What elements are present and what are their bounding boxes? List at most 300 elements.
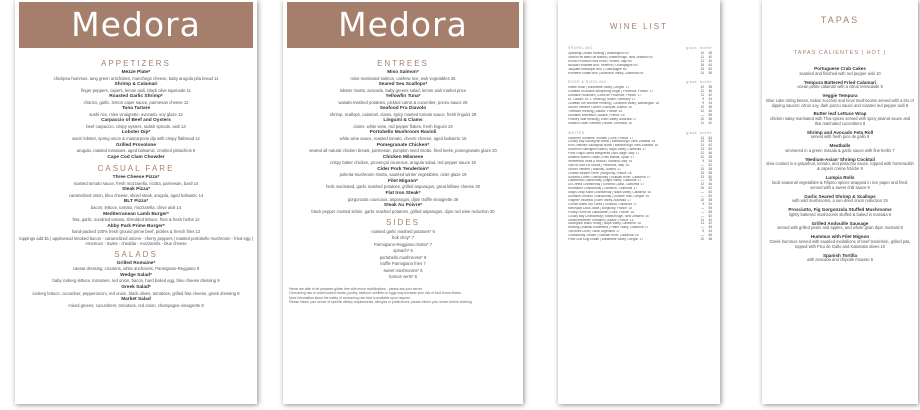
wine-bottle-price: 60 bbox=[708, 194, 712, 199]
menu-item bbox=[283, 255, 523, 260]
wine-glass-price: 11 bbox=[700, 58, 704, 63]
menu-body bbox=[283, 55, 523, 281]
wine-glass-price: 12 bbox=[700, 182, 704, 187]
menu-item-name: Filet Mignon* bbox=[387, 178, 419, 184]
menu-item-description: polenta-mushroom risotto, sautéed winter vegetables, cider glaze 19 bbox=[339, 172, 467, 178]
wine-name: Riesling Chateau Montelena | Potter Valley, California '17 bbox=[568, 226, 649, 230]
wine-glass-price: 10 bbox=[700, 85, 704, 90]
tapas-list bbox=[766, 66, 914, 266]
wine-name: Cloudy Bay Sauvignon Blanc | Marlborough, New Zealand '18 bbox=[568, 140, 656, 144]
wine-name: Pinot Grigio Santa Margherita | Alto Adige, Italy '17 bbox=[568, 152, 640, 156]
brand-banner: Medora bbox=[287, 2, 519, 48]
wine-name: Sonoma-Cutrer Chardonnay | Russian River, California '17 bbox=[568, 175, 651, 179]
wine-bottle-price: 42 bbox=[708, 93, 712, 98]
tapas-item bbox=[766, 130, 914, 141]
wine-bottle-price: 42 bbox=[708, 221, 712, 226]
tapas-item-name: Prosciutto, Fig Gorgonzola Stuffed Mushrooms bbox=[788, 207, 892, 213]
tapas-item bbox=[766, 207, 914, 218]
menu-item bbox=[283, 179, 523, 190]
menu-item-description: herb marinated, garlic mashed potatoes, grilled asparagus, great kibbee cheese 30 bbox=[326, 184, 480, 190]
menu-item-name: Roasted Garlic Shrimp* bbox=[109, 94, 163, 100]
menu-item-description: toppings add $1 | applewood smoked bacon - caramelized onions - cherry peppers | roasted portobello mushroom - fried egg | American - Swiss - cheddar - mozzarella - blue cheese bbox=[19, 235, 253, 246]
tapas-item-description: chicken satay marinated with Thai spices served with spicy peanut sauce and thai marinated cucumbers 8 bbox=[769, 116, 911, 126]
menu-item-description: hand-packed 100% fresh ground prime beef, pickles & french fries 12 bbox=[71, 229, 201, 235]
menu-item-description: roasted garlic mashed potatoes* 6 bbox=[371, 228, 435, 234]
menu-item bbox=[15, 199, 257, 210]
wine-bottle-price: 46 bbox=[708, 182, 712, 187]
wine-name: Pouilly-Fumé de Ladoucette | Loire, France '16 bbox=[568, 210, 635, 214]
wine-bottle-price: 46 bbox=[708, 108, 712, 113]
tapas-item-name: Hummus with Filet Mignon bbox=[810, 234, 870, 240]
wine-name: Cakebread Chardonnay | Napa Valley, California '17 bbox=[568, 179, 642, 183]
wine-row bbox=[568, 72, 712, 76]
glass-column-label: glass bbox=[686, 130, 698, 135]
tapas-item-name: Garlic Seared Shrimp & Scallops bbox=[804, 193, 876, 199]
menu-item-description: roasted tomato sauce, fresh mozzarella, ricotta, parmesan, basil 14 bbox=[73, 180, 199, 186]
menu-item bbox=[283, 191, 523, 202]
wine-bottle-price: 50 bbox=[708, 174, 712, 179]
wine-bottle-price: 40 bbox=[708, 58, 712, 63]
menu-item bbox=[15, 70, 257, 81]
menu-item-name: Grilled Romaine* bbox=[116, 260, 156, 266]
wine-name: Kim Crawford Sauvignon Blanc | Marlborough, New Zealand '18 bbox=[568, 144, 659, 148]
wine-bottle-price: 38 bbox=[708, 166, 712, 171]
tapas-item-description: sautéed and finished with red pepper aioli 10 bbox=[799, 70, 881, 76]
wine-glass-price: 16 bbox=[700, 62, 704, 67]
wine-column-headers bbox=[686, 80, 712, 84]
wine-name: Duckhorn Sauvignon Blanc | Napa Valley, California '17 bbox=[568, 148, 647, 152]
wine-list bbox=[568, 46, 712, 242]
tapas-item-description: with avocado and chipotle mousse 6 bbox=[807, 257, 873, 263]
wine-glass-price: 9 bbox=[702, 158, 704, 163]
wine-glass-price: — bbox=[700, 190, 704, 195]
menu-item bbox=[283, 203, 523, 214]
wine-name: Domaine Drouhin Chardonnay | Dundee Hills, Oregon '16 bbox=[568, 195, 650, 199]
menu-item-name: BLT Pizza* bbox=[123, 199, 149, 205]
wine-name: Chateau Ste Michelle Riesling | Columbia Valley, Washington '16 bbox=[568, 102, 660, 106]
bottle-column-label: bottle bbox=[700, 130, 712, 135]
tapas-item bbox=[766, 194, 914, 205]
menu-item-description: clams, white wine, red pepper flakes, fresh linguini 19 bbox=[353, 123, 453, 129]
wine-group-name: SPARKLING bbox=[568, 46, 593, 50]
tapas-item-name: Portuguese Crab Cakes bbox=[814, 66, 866, 71]
tapas-item-name: Shrimp and Avocado Feta Roll bbox=[806, 129, 874, 135]
wine-bottle-price: 42 bbox=[708, 143, 712, 148]
menu-item bbox=[15, 285, 257, 296]
wine-name: Château d'Esclans Whispering Angel | Provence, France '17 bbox=[568, 90, 653, 94]
tapas-item-description: Blue Lake string beans, Italian zucchini and local mushrooms served with a trio of dipping sauces: citrus soy, dark ponzu sauce and roasted red pepper aioli 8 bbox=[766, 97, 914, 108]
tapas-item bbox=[766, 143, 914, 154]
menu-item-description: wasabi-mashed potatoes, pickled carrot & cucumber, ponzu sauce 28 bbox=[338, 99, 468, 105]
wine-bottle-price: 34 bbox=[708, 201, 712, 206]
section-heading: APPETIZERS bbox=[101, 59, 171, 68]
menu-item-description: sweet mushrooms* 6 bbox=[383, 267, 423, 273]
wine-name: Pinot Gris King Estate | Willamette Valley, Oregon '17 bbox=[568, 238, 644, 242]
wine-group-name: WHITES bbox=[568, 130, 585, 135]
menu-item bbox=[15, 94, 257, 105]
wine-bottle-price: 34 bbox=[708, 229, 712, 234]
wine-glass-price: 9 bbox=[702, 201, 704, 206]
menu-item bbox=[283, 155, 523, 166]
tapas-page bbox=[762, 0, 918, 404]
wine-row bbox=[568, 238, 712, 242]
wine-glass-price: 15 bbox=[700, 170, 704, 175]
wine-bottle-price: 38 bbox=[708, 51, 712, 55]
wine-name: Stag's Leap Karia Chardonnay | Napa Valley, California '16 bbox=[568, 191, 651, 195]
wine-glass-price: 15 bbox=[700, 66, 704, 71]
bottle-column-label: bottle bbox=[700, 46, 712, 50]
wine-glass-price: — bbox=[700, 205, 704, 210]
menu-body bbox=[15, 55, 257, 309]
wine-name: Viognier Yalumba | Eden Valley, Australia '17 bbox=[568, 199, 631, 202]
wine-glass-price: 13 bbox=[700, 147, 704, 152]
wine-glass-price: 12 bbox=[700, 89, 704, 94]
menu-item-description: bok choy* 7 bbox=[392, 235, 414, 241]
menu-item-name: Mediterranean Lamb Burger* bbox=[103, 211, 169, 217]
wine-name: Chablis William Fèvre | Burgundy, France '16 bbox=[568, 171, 632, 175]
tapas-item bbox=[766, 221, 914, 232]
section-heading: CASUAL FARE bbox=[97, 164, 175, 174]
menu-item bbox=[283, 248, 523, 253]
wine-name: Chenin Blanc Dry Creek | Sonoma, California '17 bbox=[568, 202, 637, 206]
wine-glass-price: 14 bbox=[700, 135, 704, 140]
tapas-item-description: with wild mushrooms, a sun-dried onion reduction 15 bbox=[792, 198, 888, 204]
menu-item bbox=[15, 143, 257, 154]
wine-name: Albariño Martín Códax | Rías Baixas, Spain '17 bbox=[568, 156, 635, 160]
wine-name: Rondo Prosecco Brut Rosé | Veneto, Italy NV bbox=[568, 59, 633, 63]
wine-glass-price: 10 bbox=[700, 104, 704, 109]
menu-item bbox=[15, 175, 257, 186]
brand-banner: Medora bbox=[19, 2, 253, 48]
menu-item-name: Seared Sea Scallops* bbox=[378, 82, 428, 88]
wine-bottle-price: 78 bbox=[708, 178, 712, 183]
wine-glass-price: 13 bbox=[700, 174, 704, 179]
tapas-item-name: 'Medium-Asian' Shrimp Cocktail bbox=[805, 156, 875, 162]
menu-item-description: spinach* 6 bbox=[393, 248, 413, 254]
menu-item-description: bacon, lettuce, tomato, mozzarella, chive aioli 14 bbox=[90, 205, 182, 211]
menu-item-name: Lobster Dip* bbox=[121, 130, 151, 136]
wine-name: Rombauer Chardonnay | Carneros, California '17 bbox=[568, 187, 638, 191]
wine-glass-price: — bbox=[700, 178, 704, 183]
wine-bottle-price: 38 bbox=[708, 104, 712, 109]
glass-column-label: glass bbox=[686, 46, 698, 50]
wine-glass-price: — bbox=[700, 233, 704, 238]
tapas-item bbox=[766, 253, 914, 264]
tapas-item-name: Spanish Tortilla bbox=[822, 252, 858, 258]
tapas-item-description: slow cooked in a grapefruit, tomato, and pistachio sauce, topped with horseradish & capers crème fraîche 9 bbox=[766, 161, 914, 172]
tapas-title: TAPAS bbox=[820, 15, 860, 25]
wine-name: Gruner Veltliner Loimer | Kamptal, Austria '16 bbox=[568, 105, 632, 109]
section-heading: ENTREES bbox=[377, 59, 429, 68]
wine-bottle-price: 46 bbox=[708, 151, 712, 156]
menu-item-description: lobster risotto, avocado, baby greens salad, lemon aioli market price bbox=[339, 87, 467, 93]
wine-glass-price: — bbox=[700, 209, 704, 214]
wine-bottle-price: 68 bbox=[708, 209, 712, 214]
menu-item bbox=[15, 187, 257, 198]
menu-item-name: Seafood Fra Diavolo bbox=[379, 106, 427, 112]
menu-item-description: shrimp, scallops, calamari, clams, spicy roasted tomato sauce, fresh linguini 29 bbox=[329, 111, 477, 117]
menu-item-description: mixed greens, cucumbers, tomatoes, red onion, champagne vinaigrette 8 bbox=[68, 302, 204, 308]
wine-bottle-price: 50 bbox=[708, 147, 712, 152]
wine-glass-price: 10 bbox=[700, 198, 704, 202]
wine-group-header bbox=[568, 80, 712, 84]
wine-group-header bbox=[568, 131, 712, 135]
menu-item bbox=[283, 94, 523, 105]
menu-item bbox=[283, 82, 523, 93]
wine-name: Gewürztraminer Trimbach | Alsace, France '15 bbox=[568, 218, 634, 222]
tapas-item-description: lightly battered mushrooms stuffed & baked in marsala 9 bbox=[788, 211, 892, 217]
wine-bottle-price: 48 bbox=[708, 225, 712, 230]
wine-glass-price: 10 bbox=[700, 155, 704, 160]
menu-item-name: Cider Pork Tenderloin* bbox=[377, 166, 429, 172]
wine-glass-price: 11 bbox=[700, 221, 704, 226]
tapas-item bbox=[766, 111, 914, 126]
menu-item-description: Parmigiano-Reggiano risotto* 7 bbox=[373, 241, 433, 247]
wine-column-headers bbox=[686, 46, 712, 50]
menu-item bbox=[15, 224, 257, 235]
tapas-item bbox=[766, 66, 914, 77]
wine-bottle-price: 38 bbox=[708, 116, 712, 121]
menu-item-name: Wedge Salad* bbox=[120, 272, 152, 278]
wine-name: Grüner Veltliner | Wachau, Austria '17 bbox=[568, 167, 621, 171]
menu-item-description: finger peppers, capers, lemon aioli, black olive tapenade 11 bbox=[80, 87, 192, 93]
wine-glass-price: — bbox=[700, 112, 704, 117]
wine-bottle-price: 52 bbox=[708, 162, 712, 167]
menu-item-name: Linguini & Clams bbox=[383, 118, 423, 124]
menu-item-description: crispy batter chicken, provençal couscous, arugula salad, red pepper sauce 19 bbox=[330, 160, 476, 166]
menu-item-name: Three Cheese Pizza* bbox=[112, 175, 160, 181]
menu-item-description: black pepper crusted sirloin, garlic mashed potatoes, grilled asparagus, dijon red wine reduction 30 bbox=[311, 208, 495, 214]
menu-footnotes bbox=[289, 287, 517, 304]
tapas-item-description: served with fresh pico de gallo 9 bbox=[810, 134, 870, 140]
wine-bottle-price: 60 bbox=[708, 66, 712, 71]
menu-item bbox=[15, 212, 257, 223]
wine-name: Nicolas Feuillatte Brut, Réserve | Champagne NV bbox=[568, 63, 638, 67]
tapas-item bbox=[766, 234, 914, 249]
menu-item-description: chorizo, garlic, lemon caper sauce, parmesan cheese 12 bbox=[83, 99, 189, 105]
wine-name: Sauvignon Blanc Honig | Napa Valley, California '18 bbox=[568, 222, 641, 226]
wine-name: La Crema Chardonnay | Sonoma Coast, California '17 bbox=[568, 183, 645, 187]
menu-item-description: truffle Parmigiano fries 7 bbox=[380, 261, 426, 267]
menu-item bbox=[283, 268, 523, 273]
wine-bottle-price: 58 bbox=[708, 170, 712, 175]
wine-glass-price: 12 bbox=[700, 151, 704, 156]
wine-column-headers bbox=[686, 131, 712, 135]
wine-bottle-price: 38 bbox=[708, 155, 712, 160]
menu-item-name: Greek Salad* bbox=[121, 284, 151, 290]
menu-item-description: sushi rice, miso vinaigrette, avocado, soy glaze 12 bbox=[89, 111, 183, 117]
menu-item-name: Miso Salmon* bbox=[387, 70, 419, 75]
wine-name: Sparkling Cellars Riesling | Washington NV bbox=[568, 52, 629, 55]
wine-bottle-price: 58 bbox=[708, 112, 712, 117]
wine-glass-price: 11 bbox=[700, 54, 704, 59]
menu-item bbox=[283, 70, 523, 81]
bottle-column-label: bottle bbox=[700, 80, 712, 85]
menu-item-name: Abby Park Prime Burger* bbox=[107, 223, 165, 229]
menu-item-description: warm lobster, spring onion & mascarpone dip with crispy flatbread 12 bbox=[72, 136, 200, 142]
menu-item-description: miso-marinated salmon, cashew rice, wok vegetables 25 bbox=[350, 75, 456, 81]
wine-bottle-price: 38 bbox=[708, 85, 712, 90]
wine-name: Sancerre Domaine Thomas | Loire, France '17 bbox=[568, 136, 634, 140]
wine-bottle-price: 62 bbox=[708, 213, 712, 218]
wine-name: Selbach-Oster Kabinett | Mosel, Germany '16 bbox=[568, 121, 632, 125]
menu-item-description: seared all natural chicken breast, parmesan, pumpkin seed risotto, fried leeks, pomegranate glaze 20 bbox=[309, 148, 497, 154]
wine-bottle-price: 40 bbox=[708, 54, 712, 59]
wine-glass-price: 10 bbox=[700, 237, 704, 242]
menu-item bbox=[283, 106, 523, 117]
tapas-item-name: Grilled Andouille Sausage bbox=[811, 220, 869, 226]
wine-bottle-price: 46 bbox=[708, 89, 712, 94]
menu-item bbox=[283, 229, 523, 234]
menu-item-name: Pomegranate Chicken* bbox=[376, 142, 430, 148]
menu-item bbox=[283, 235, 523, 240]
menu-item-name: Yellowfin Tuna* bbox=[385, 94, 421, 100]
menu-item bbox=[283, 130, 523, 141]
glass-column-label: glass bbox=[686, 80, 698, 85]
wine-name: Domaine Houchart | Côtes de Provence, France '17 bbox=[568, 94, 642, 98]
wine-name: Pewsey Vale Riesling | Eden Valley, Australia '17 bbox=[568, 117, 637, 121]
menu-item-name: Market Salad bbox=[121, 297, 151, 302]
menu-item-description: iceberg lettuce, cucumber, pepperoncini, red onion, black olives, tomatoes, grilled feta cheese, greek dressing 9 bbox=[32, 290, 240, 296]
tapas-subtitle: TAPAS CALIENTES | HOT | bbox=[793, 50, 887, 56]
footnote: Please inform your server of specific dietary requirements, allergies or preferences. please inform your server before ordering. bbox=[289, 299, 473, 304]
tapas-item bbox=[766, 157, 914, 172]
menu-item bbox=[15, 155, 257, 161]
wine-glass-price: — bbox=[700, 194, 704, 199]
wine-name: Trimbach Riesling | Alsace, France '15 bbox=[568, 109, 623, 113]
wine-name: Chardonnay Jordan | Russian River, California '16 bbox=[568, 234, 639, 238]
section-heading: SIDES bbox=[385, 217, 420, 227]
wine-glass-price: 14 bbox=[700, 139, 704, 144]
menu-item bbox=[15, 130, 257, 141]
wine-glass-price: 9 bbox=[702, 101, 704, 106]
wine-name: Torrontés Crios | Salta, Argentina '17 bbox=[568, 230, 620, 234]
tapas-item bbox=[766, 93, 914, 108]
menu-item-description: arugula, roasted tomatoes, aged balsamic, crushed pistachios 9 bbox=[76, 148, 196, 154]
wine-glass-price: — bbox=[700, 225, 704, 230]
menu-item-description: chickpea hummus, tang green artichokes, manchego cheese, baby arugula pita bread 11 bbox=[53, 75, 219, 81]
tapas-item-name: Veggie Tempura bbox=[822, 93, 858, 98]
wine-glass-price: 11 bbox=[700, 143, 704, 148]
menu-item bbox=[15, 297, 257, 308]
wine-name: Gifford Hill Blanc de Blancs | Marlborough, New Zealand NV bbox=[568, 55, 653, 59]
tapas-item-description: ocean petite calamari with a citrus remoulade 9 bbox=[797, 84, 883, 90]
wine-glass-price: — bbox=[700, 162, 704, 167]
wine-group-header bbox=[568, 46, 712, 50]
wine-name: Vermentino Sella & Mosca | Sardinia, Italy '16 bbox=[568, 159, 633, 163]
wine-name: Jacquart Mosaïque Brut | Champagne NV bbox=[568, 67, 628, 71]
wine-glass-price: 11 bbox=[700, 120, 704, 125]
tapas-item-description: simmered in a green masala & garlic sauce with fine herbs 7 bbox=[785, 147, 895, 153]
wine-glass-price: 11 bbox=[700, 93, 704, 98]
menu-item-name: Mezze Plate* bbox=[121, 70, 151, 75]
footnote: Consuming raw or undercooked meats, poultry, seafood, shellfish or eggs may increase your risk of food borne illness. bbox=[289, 291, 462, 296]
menu-item-description: beef carpaccio, crispy oysters, radish sprouts, aioli 13 bbox=[86, 123, 186, 129]
tapas-item-name: Butter leaf Lettuce Wrap bbox=[813, 111, 867, 117]
menu-item bbox=[283, 143, 523, 154]
menu-item-name: Shrimp & Calamari bbox=[114, 82, 158, 88]
wine-name: Kabeli Rosé | Willamette Valley, Oregon '17 bbox=[568, 86, 630, 90]
footnote: More information about the safety of consuming raw food is available upon request. bbox=[289, 295, 411, 300]
wine-bottle-price: 38 bbox=[708, 198, 712, 202]
wine-bottle-price: 34 bbox=[708, 97, 712, 102]
wine-bottle-price: 56 bbox=[708, 70, 712, 75]
wine-glass-price: 10 bbox=[700, 166, 704, 171]
wine-bottle-price: 34 bbox=[708, 158, 712, 163]
wine-bottle-price: 64 bbox=[708, 62, 712, 67]
menu-item-name: Steak Au Poivre* bbox=[383, 203, 423, 209]
wine-bottle-price: 66 bbox=[708, 233, 712, 238]
wine-bottle-price: 54 bbox=[708, 135, 712, 140]
section-heading: SALADS bbox=[114, 249, 158, 259]
menu-item-description: gorgonzola couscous, asparagus, dijon truffle vinaigrette 26 bbox=[347, 196, 459, 202]
menu-item bbox=[283, 167, 523, 178]
menu-item-name: Cape Cod Clam Chowder bbox=[107, 154, 165, 160]
menu-item-name: Chicken Milanese bbox=[382, 154, 424, 160]
wine-bottle-price: 62 bbox=[708, 186, 712, 191]
menu-item-name: Portobello Mushroom Ravioli bbox=[369, 130, 437, 136]
menu-item bbox=[15, 273, 257, 284]
wine-glass-price: — bbox=[700, 213, 704, 218]
wine-name: Roederer Estate Brut | Anderson Valley, California NV bbox=[568, 71, 644, 75]
wine-list-title: WINE LIST bbox=[609, 22, 668, 31]
menu-item-name: Carpaccio of Beef and Oysters bbox=[101, 118, 171, 124]
wine-bottle-price: 54 bbox=[708, 139, 712, 144]
menu-page-entrees bbox=[283, 0, 523, 404]
menu-item-description: haricot verts* 6 bbox=[389, 274, 417, 280]
wine-glass-price: 11 bbox=[700, 217, 704, 222]
wine-glass-price: 10 bbox=[700, 116, 704, 121]
wine-glass-price: 16 bbox=[700, 186, 704, 191]
wine-glass-price: 12 bbox=[700, 108, 704, 113]
wine-glass-price: 9 bbox=[702, 97, 704, 102]
wine-bottle-price: 64 bbox=[708, 190, 712, 195]
wine-row bbox=[568, 122, 712, 126]
menu-item-description: white wine sauce, roasted tomato, chevre cheese, aged balsamic 18 bbox=[339, 136, 467, 142]
wine-bottle-price: 96 bbox=[708, 205, 712, 210]
menu-item-name: Steak Pizza* bbox=[122, 187, 150, 193]
tapas-item-description: Greek hummus served with sautéed medallions of beef tenderloin, grilled pita, topped with Pico de Gallo and Kalamata olives 10 bbox=[769, 238, 911, 249]
menu-item bbox=[15, 236, 257, 246]
tapas-item-name: Lumpia Rolls bbox=[825, 175, 855, 181]
wine-glass-price: 10 bbox=[700, 51, 704, 55]
menu-item-name: Tuna Tartare bbox=[121, 106, 151, 112]
menu-item-name: Grilled Provolone bbox=[116, 142, 156, 148]
wine-group-name: ROSÉ & RIESLING bbox=[568, 80, 607, 85]
footnote: *items are able to be prepared gluten free with minor modifications - please ask your server bbox=[289, 287, 423, 292]
tapas-item-description: local seasonal vegetables & Filipino spices wrapped in rice paper and fried, served with a sweet chili sauce 8 bbox=[771, 179, 909, 190]
menu-item-description: baby iceberg lettuce, tomatoes, red onion, bacon, hard boiled egg, bleu cheese dressing 9 bbox=[52, 278, 220, 284]
wine-bottle-price: 34 bbox=[708, 101, 712, 106]
wine-bottle-price: 42 bbox=[708, 120, 712, 125]
menu-page-appetizers bbox=[15, 0, 257, 404]
tapas-item-name: Meatballs bbox=[829, 143, 851, 149]
tapas-item bbox=[766, 175, 914, 190]
wine-name: Dr. Loosen 'Dr. L' Riesling | Mosel, Germany '17 bbox=[568, 98, 636, 102]
menu-item bbox=[15, 106, 257, 117]
tapas-item bbox=[766, 80, 914, 91]
menu-item bbox=[15, 261, 257, 272]
menu-item-description: caesar dressing, croutons, white anchovies, Parmigiano-Reggiano 9 bbox=[72, 266, 200, 272]
wine-name: Cloudy Bay Chardonnay | Marlborough, New Zealand '16 bbox=[568, 214, 649, 218]
menu-item bbox=[283, 242, 523, 247]
wine-list-page bbox=[558, 0, 720, 404]
wine-name: Gavi di Gavi La Scolca | Piedmont, Italy '16 bbox=[568, 163, 629, 167]
wine-glass-price: 14 bbox=[700, 70, 704, 75]
tapas-item-name: Tempura Battered Fried Calamari bbox=[803, 79, 877, 85]
wine-bottle-price: 42 bbox=[708, 217, 712, 222]
menu-item bbox=[15, 118, 257, 129]
